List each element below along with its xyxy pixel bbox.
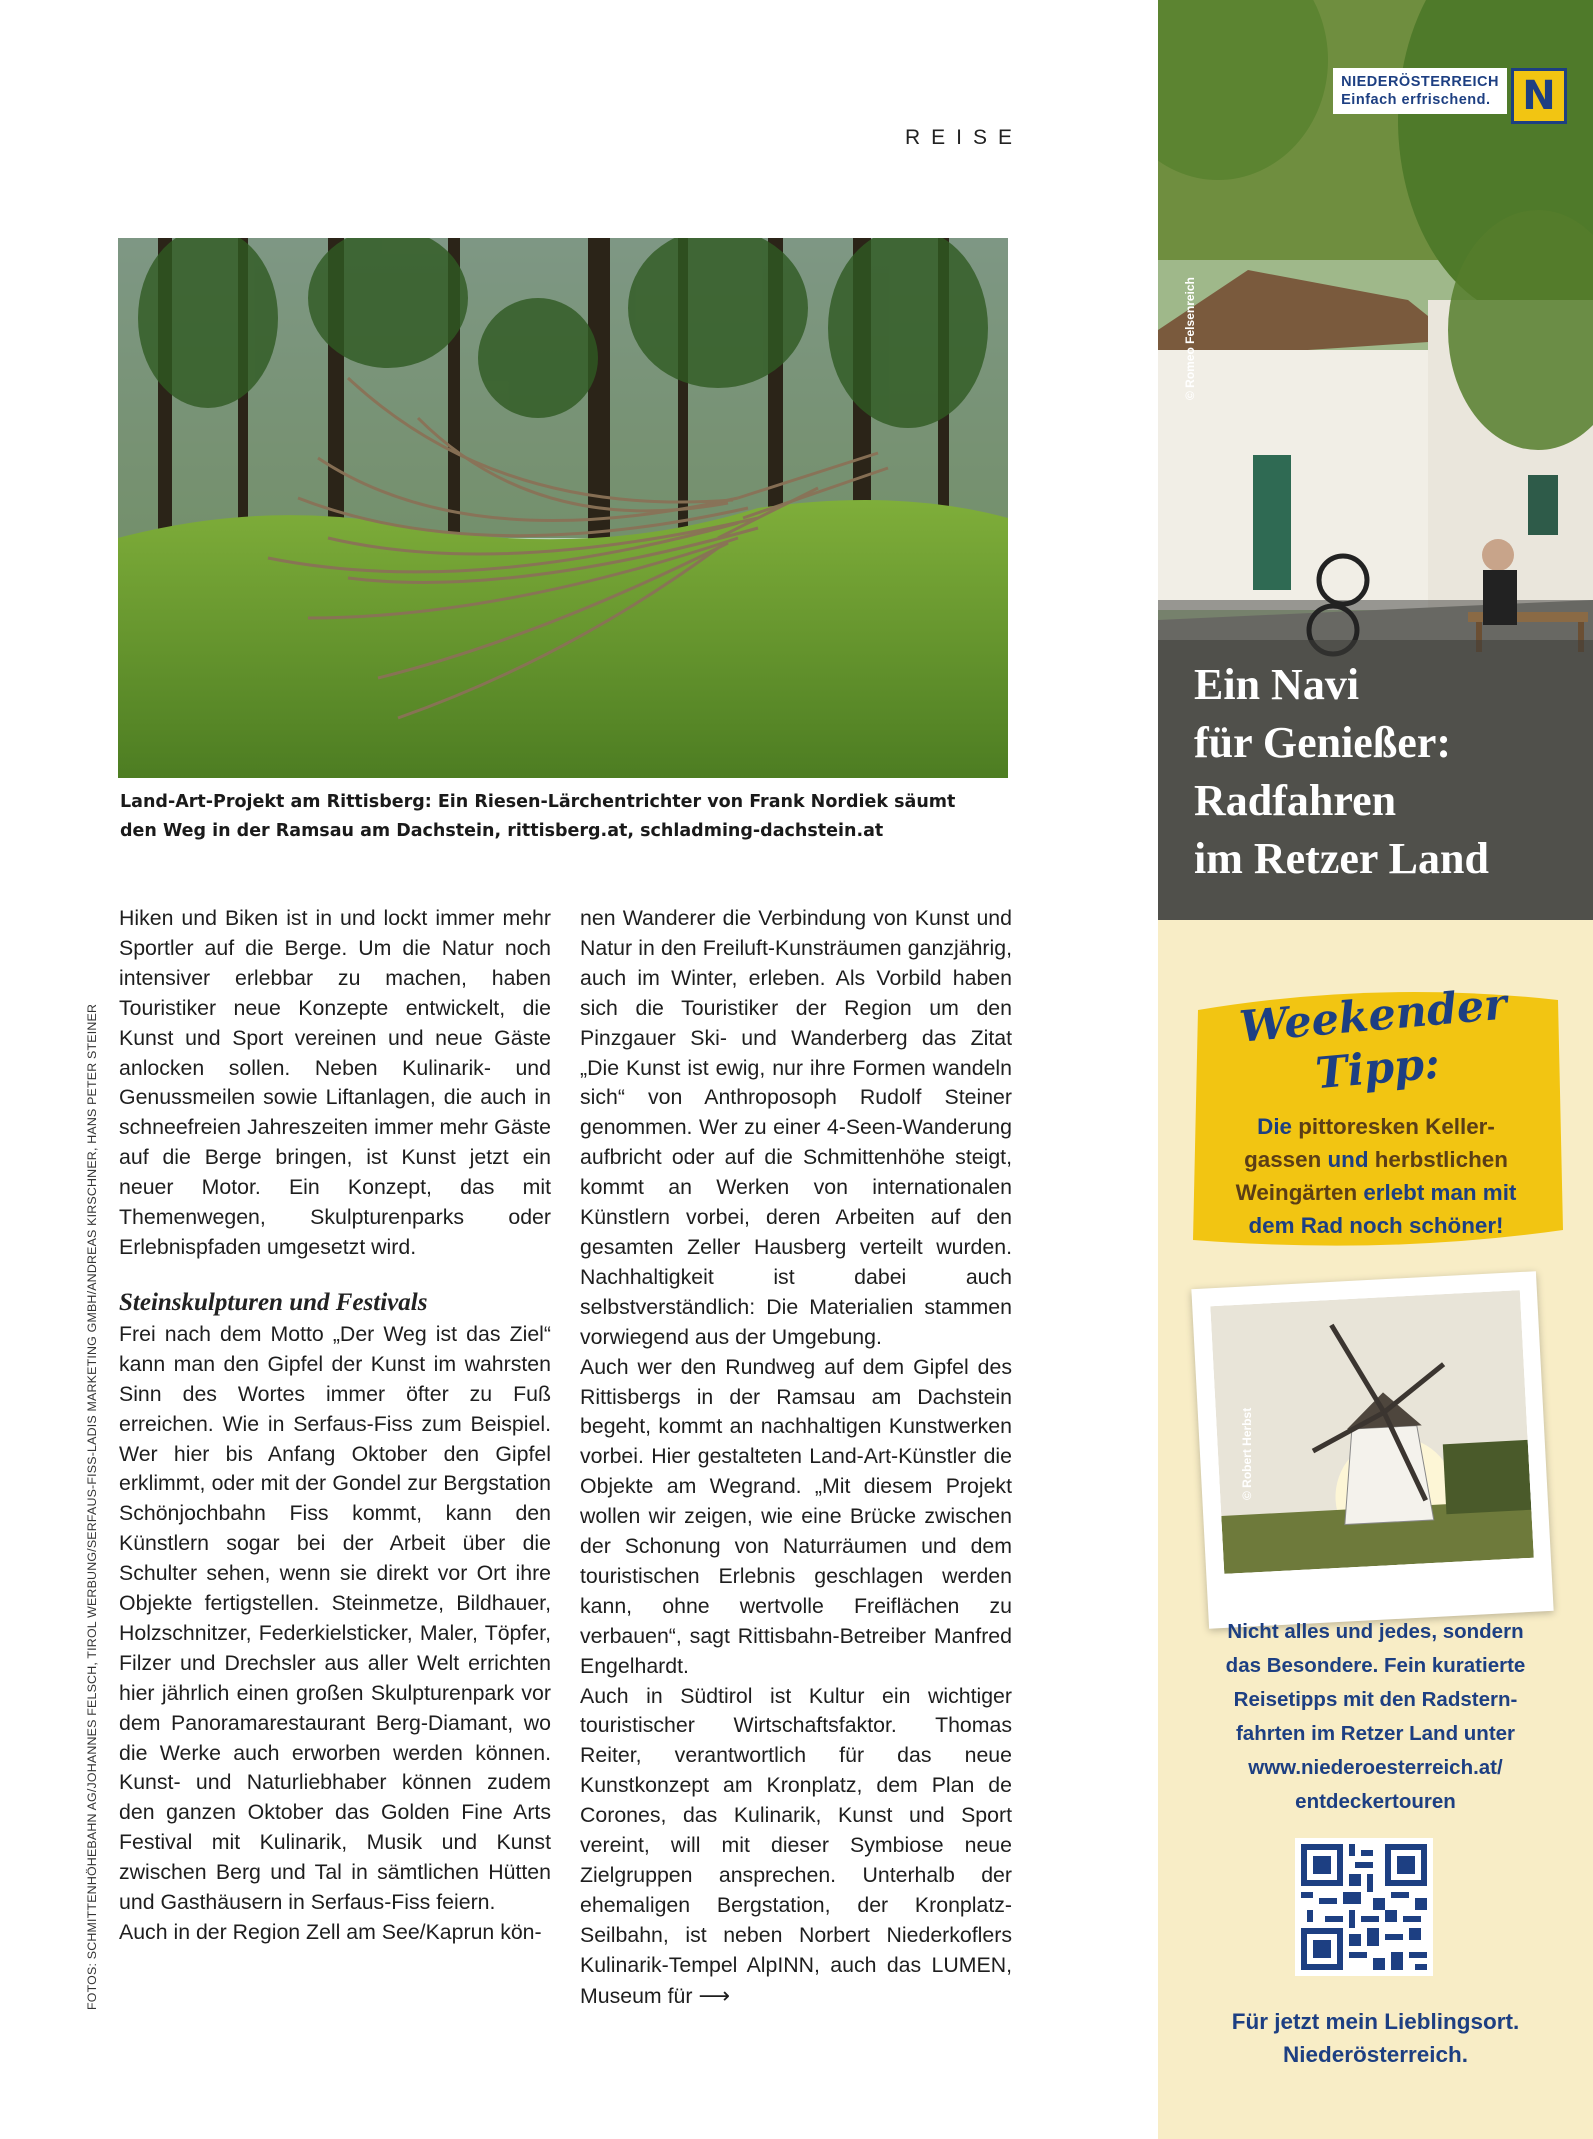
ad-body-line: das Besondere. Fein kuratierte: [1225, 1654, 1526, 1677]
brand-text: [1333, 68, 1507, 114]
ad-body-line: fahrten im Retzer Land unter: [1235, 1722, 1516, 1745]
niederoesterreich-logo: [1333, 68, 1567, 124]
paragraph: nen Wanderer die Verbindung von Kunst und Natur in den Freiluft-Kunsträumen ganzjährig, auch im Winter, erleben. Als Vorbild haben sich die Touristiker der Region um den Pinzgauer Ski- und Wanderberg das Zitat „Die Kunst ist ewig, nur ihre Formen wandeln sich“ von Anthroposoph Rudolf Steiner genommen. Wer zu einer 4-Seen-Wanderung aufbricht oder auf die Schmittenhöhe steigt, kommt an Werken von internationalen Künstlern vorbei, deren Arbeiten auf den gesamten Zeller Hausberg verteilt wurden. Nachhaltigkeit ist dabei auch selbstverständlich: Die Materialien stammen vorwiegend aus der Umgebung.: [580, 906, 1012, 1349]
tipp-highlight: herbstlichen: [1374, 1147, 1508, 1172]
brand-slogan: Einfach erfrischend.: [1341, 92, 1491, 108]
continue-arrow-icon: ⟶: [698, 1982, 730, 2008]
subheading: Steinskulpturen und Festivals: [119, 1288, 428, 1316]
ad-footer-line: Für jetzt mein Lieblingsort.: [1231, 2009, 1520, 2034]
ad-body-line: Nicht alles und jedes, sondern: [1227, 1620, 1524, 1643]
headline-line: im Retzer Land: [1194, 834, 1489, 883]
brand-name: NIEDERÖSTERREICH: [1341, 74, 1499, 90]
tipp-highlight: Weingärten: [1235, 1180, 1358, 1205]
advertisement: [1158, 0, 1593, 2139]
ad-headline: [1194, 656, 1584, 888]
paragraph: Frei nach dem Motto „Der Weg ist das Ziel“ kann man den Gipfel der Kunst im wahrsten Sinn des Wortes immer öfter zu Fuß erreichen. Wie in Serfaus-Fiss zum Beispiel. Wer hier bis Anfang Oktober den Gipfel erklimmt, oder mit der Gondel zur Bergstation Schönjochbahn Fiss kommt, kann den Künstlern sogar bei der Arbeit über die Schulter sehen, wenn sie direkt vor Ort ihre Objekte fertigstellen. Steinmetze, Bildhauer, Holzschnitzer, Federkielsticker, Maler, Töpfer, Filzer und Drechsler aus aller Welt errichten hier jährlich einen großen Skulpturenpark vor dem Panoramarestaurant Berg-Diamant, wo die Werke auch erworben werden können. Kunst- und Naturliebhaber können zudem den ganzen Oktober das Golden Fine Arts Festival mit Kulinarik, Musik und Kunst zwischen Berg und Tal in sämtlichen Hütten und Gasthäusern in Serfaus-Fiss feiern.: [119, 1321, 551, 1915]
caption-line-1: Land-Art-Projekt am Rittisberg: Ein Riesen-Lärchentrichter von Frank Nordiek säumt: [120, 792, 956, 812]
tipp-highlight: gassen: [1244, 1147, 1322, 1172]
tipp-text-part: und: [1321, 1147, 1375, 1172]
headline-line: Radfahren: [1194, 776, 1397, 825]
tipp-title-line-2: Tipp:: [1313, 1038, 1442, 1100]
headline-line: Ein Navi: [1194, 660, 1360, 709]
qr-code-icon[interactable]: [1295, 1838, 1433, 1976]
land-art-photo: [118, 238, 1008, 778]
paragraph-text: Auch in Südtirol ist Kultur ein wichtiger touristischer Wirtschaftsfaktor. Thomas Reiter, verantwortlich für das neue Kunstkonzept am Kronplatz, dem Plan de Corones, das Kulinarik, Kunst und Sport vereint, will mit dieser Symbiose neue Zielgruppen ansprechen. Unterhalb der ehemaligen Bergstation, der Kronplatz-Seilbahn, ist neben Norbert Niederkoflers Kulinarik-Tempel AlpINN, auch das LUMEN, Museum für: [580, 1683, 1012, 2008]
ad-photo-credit: © Romeo Felsenreich: [1183, 277, 1197, 400]
ad-footer-line: Niederösterreich.: [1282, 2042, 1469, 2067]
paragraph: Hiken und Biken ist in und lockt immer mehr Sportler auf die Berge. Um die Natur noch intensiver erlebbar zu machen, haben Touristiker neue Konzepte entwickelt, die Kunst und Sport vereinen und neue Gäste anlocken sollen. Neben Kulinarik- und Genussmeilen sowie Liftanlagen, die auch in schneefreien Jahreszeiten immer mehr Gäste auf die Berge bringen, ist Kunst jetzt ein neuer Motor. Ein Konzept, das mit Themenwegen, Skulpturenparks oder Erlebnispfaden umgesetzt wird.: [119, 906, 551, 1259]
tipp-text-part: dem Rad noch schöner!: [1248, 1213, 1504, 1238]
caption-line-2: den Weg in der Ramsau am Dachstein, rittisberg.at, schladming-dachstein.at: [120, 821, 884, 841]
tipp-highlight: pittoresken Keller-: [1298, 1114, 1495, 1139]
ad-link[interactable]: entdeckertouren: [1295, 1790, 1456, 1813]
paragraph: Auch wer den Rundweg auf dem Gipfel des Rittisbergs in der Ramsau am Dachstein begeht, kommt an nachhaltigen Kunstwerken vorbei. Hier gestalteten Land-Art-Künstler die Objekte am Wegrand. „Mit diesem Projekt wollen wir zeigen, wie eine Brücke zwischen der Schonung von Naturräumen und dem touristischen Erlebnis geschlagen werden kann, ohne wertvolle Freiflächen zu verbauen“, sagt Rittisbahn-Betreiber Manfred Engelhardt.: [580, 1354, 1012, 1678]
headline-line: für Genießer:: [1194, 718, 1452, 767]
polaroid-photo-credit: © Robert Herbst: [1240, 1407, 1254, 1500]
section-label: REISE: [905, 126, 1024, 149]
tipp-title-line-1: Weekender: [1237, 979, 1509, 1053]
photo-caption: [120, 788, 1000, 846]
tipp-text-part: erlebt man mit: [1357, 1180, 1517, 1205]
photo-credits: FOTOS: SCHMITTENHÖHEBAHN AG/JOHANNES FELSCH, TIROL WERBUNG/SERFAUS-FISS-LADIS MARKETING GMBH/ANDREAS KIRSCHNER, HANS PETER STEINER: [85, 1003, 99, 2010]
ad-body-text: [1158, 1615, 1593, 1819]
n-star-logo-icon: N: [1511, 68, 1567, 124]
paragraph: [580, 1682, 1012, 2012]
paragraph: Auch in der Region Zell am See/Kaprun kön-: [119, 1920, 542, 1944]
tipp-text-part: Die: [1257, 1114, 1299, 1139]
windmill-photo: [1210, 1290, 1534, 1574]
ad-link[interactable]: www.niederoesterreich.at/: [1248, 1756, 1503, 1779]
ad-body-line: Reisetipps mit den Radstern-: [1233, 1688, 1518, 1711]
ad-footer: [1158, 2005, 1593, 2071]
article-column-left: [119, 904, 551, 1948]
tipp-text: [1176, 1110, 1576, 1242]
article-column-right: [580, 904, 1012, 2012]
